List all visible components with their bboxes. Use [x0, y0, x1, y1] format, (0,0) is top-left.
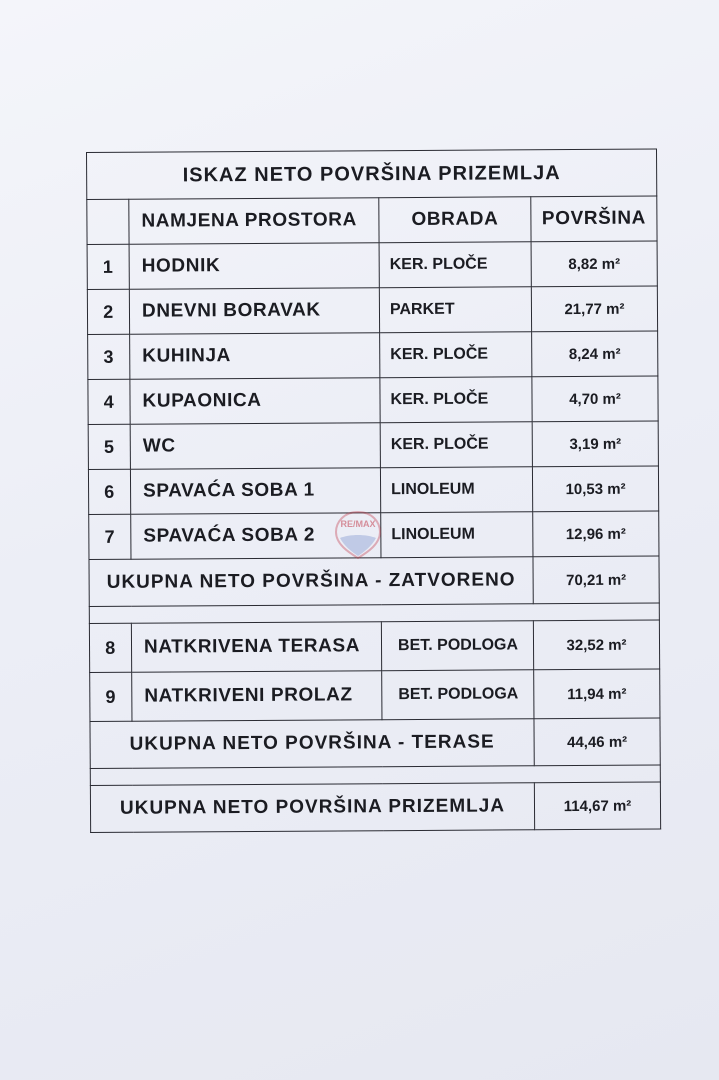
header-space: NAMJENA PROSTORA	[129, 198, 379, 245]
table-row	[88, 466, 658, 514]
room-area: 21,77 m²	[531, 286, 657, 332]
terrace-finish: BET. PODLOGA	[382, 670, 534, 720]
room-area: 10,53 m²	[532, 466, 658, 512]
table-row	[90, 669, 660, 721]
table-row	[87, 241, 657, 289]
table-row	[89, 620, 659, 672]
room-finish: LINOLEUM	[380, 467, 532, 513]
header-number-cell	[87, 199, 129, 244]
terrace-name: NATKRIVENA TERASA	[131, 622, 381, 673]
total-ground-label: UKUPNA NETO POVRŠINA PRIZEMLJA	[90, 783, 534, 833]
terrace-area: 11,94 m²	[534, 669, 660, 719]
title-row	[87, 149, 657, 199]
room-name: HODNIK	[129, 243, 379, 290]
terrace-finish: BET. PODLOGA	[381, 621, 533, 671]
total-terraces-label: UKUPNA NETO POVRŠINA - TERASE	[90, 719, 534, 769]
room-name: KUPAONICA	[130, 378, 380, 425]
room-area: 8,24 m²	[532, 331, 658, 377]
room-name: DNEVNI BORAVAK	[129, 288, 379, 335]
area-table-sheet	[86, 149, 660, 833]
table-title: ISKAZ NETO POVRŠINA PRIZEMLJA	[87, 149, 657, 199]
total-closed-row	[89, 556, 659, 606]
room-finish: KER. PLOČE	[379, 242, 531, 288]
room-finish: LINOLEUM	[381, 512, 533, 558]
row-number: 4	[88, 379, 130, 424]
total-ground-row	[90, 782, 660, 832]
header-area: POVRŠINA	[531, 196, 657, 242]
room-name: SPAVAĆA SOBA 2	[131, 513, 381, 560]
row-number: 8	[89, 623, 131, 672]
terrace-area: 32,52 m²	[533, 620, 659, 670]
total-closed-area: 70,21 m²	[533, 556, 659, 604]
total-terraces-area: 44,46 m²	[534, 718, 660, 766]
remax-watermark-text: RE/MAX	[340, 519, 376, 529]
header-row	[87, 196, 657, 244]
total-ground-area: 114,67 m²	[534, 782, 660, 830]
table-row	[88, 421, 658, 469]
room-finish: PARKET	[379, 287, 531, 333]
table-row	[87, 286, 657, 334]
row-number: 6	[88, 469, 130, 514]
room-area: 12,96 m²	[533, 511, 659, 557]
row-number: 7	[89, 514, 131, 559]
room-area: 8,82 m²	[531, 241, 657, 287]
room-name: WC	[130, 423, 380, 470]
table-row	[88, 376, 658, 424]
total-closed-label: UKUPNA NETO POVRŠINA - ZATVORENO	[89, 557, 533, 607]
row-number: 5	[88, 424, 130, 469]
net-area-table	[86, 149, 661, 833]
header-finish: OBRADA	[379, 197, 531, 243]
room-finish: KER. PLOČE	[380, 332, 532, 378]
room-finish: KER. PLOČE	[380, 377, 532, 423]
total-terraces-row	[90, 718, 660, 768]
room-area: 4,70 m²	[532, 376, 658, 422]
room-finish: KER. PLOČE	[380, 422, 532, 468]
row-number: 3	[88, 334, 130, 379]
table-row	[88, 331, 658, 379]
room-name: KUHINJA	[130, 333, 380, 380]
row-number: 2	[87, 289, 129, 334]
room-area: 3,19 m²	[532, 421, 658, 467]
room-name: SPAVAĆA SOBA 1	[130, 468, 380, 515]
terrace-name: NATKRIVENI PROLAZ	[132, 671, 382, 722]
row-number: 9	[90, 672, 132, 721]
row-number: 1	[87, 244, 129, 289]
